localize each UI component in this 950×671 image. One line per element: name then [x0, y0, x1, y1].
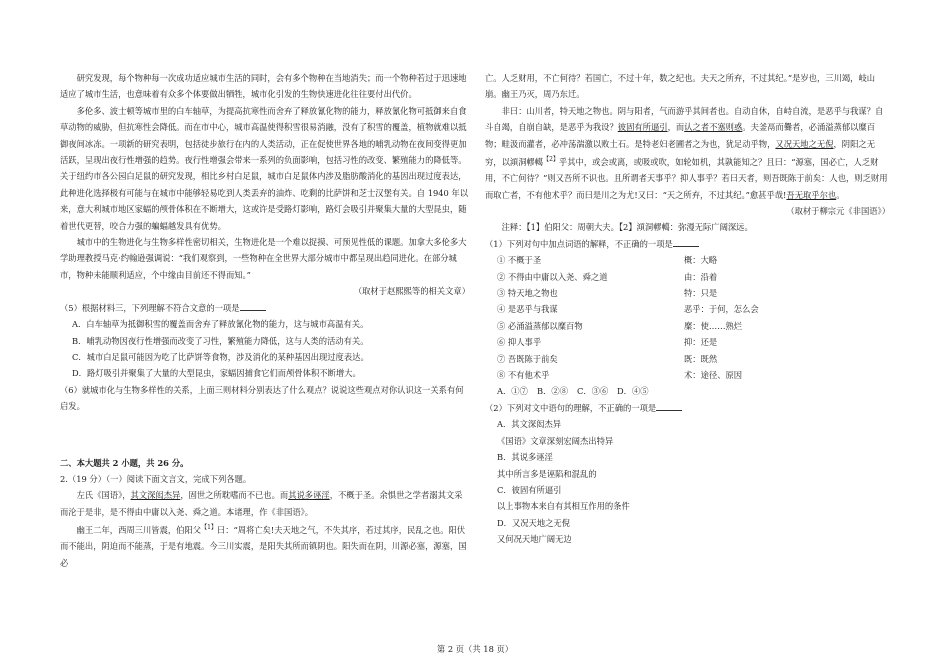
gloss-row: ⑥ 抑人事乎 抑：还是 — [497, 337, 718, 348]
left-column — [60, 70, 470, 571]
gloss-row: ⑤ 必涌溢蒸郁以糜百物 糜：使……熟烂 — [497, 320, 743, 331]
paragraph: 多伦多、波士顿等城市里的白车轴草，为提高抗寒性而舍弃了释放氰化物的能力，释放氰化物可抵御来自食草动物的威胁，但抗寒性会降低。而在市中心，城市高温使得积雪很易消融，没有了积雪的覆盖，植物就难以抵御夜间冰冻。一项新的研究表明，包括徒步旅行在内的人类活动，正在促使世界各地的哺乳动物在夜间变得更加活跃，呈现出夜行性增强的趋势。夜行性增强会带来一系列的负面影响，包括习性的改变、繁殖能力的降低等。关于纽约市各公园白足鼠的研究发现，相比乡村白足鼠，城市白足鼠体内涉及脂肪酸消化的基因出现过度表达，此种进化选择极有可能与在城市中能够轻易吃到人类丢弃的油炸、吃剩的比萨饼和芝士汉堡有关。自 1940 年以来，意大利城市地区家蝠的颅骨体积在不断增大，这或许是受路灯影响，路灯会吸引并聚集大量的大型昆虫，随着世代更替，咬合力强的蝙蝠越发具有优势。 — [60, 105, 469, 231]
gloss-row: ⑦ 吾既陈于前矣 既：既然 — [497, 353, 718, 364]
answer-options: A．①⑦ B．②⑧ C．③⑥ D．④⑤ — [497, 386, 649, 397]
q2-item: C．彼固有所逼引 — [497, 484, 562, 495]
q2-item: 其中所言多是诬陷和混乱的 — [497, 468, 597, 479]
gloss-row: ③ 特天地之物也 特：只是 — [497, 288, 718, 299]
question-2-title: 2.（19 分）（一）阅读下面文言文，完成下列各题。 — [60, 473, 252, 484]
option-b: B．哺乳动物因夜行性增强而改变了习性，繁殖能力降低，这与人类的活动有关。 — [72, 335, 369, 346]
answer-blank — [673, 237, 699, 247]
q2-item: 《国语》文章深刻宏阔杰出特异 — [497, 435, 614, 446]
option-a: A．白车轴草为抵御积雪的覆盖而舍弃了释放氰化物的能力，这与城市高温有关。 — [72, 319, 369, 330]
section-heading: 二、本大题共 2 小题，共 26 分。 — [60, 457, 189, 468]
classical-paragraph-1: 左氏《国语》，其文深闳杰异，固世之所耽嗜而不已也。而其说多诬淫，不概于圣。余惧世之学者溺其文采而沦于是非，是不得由中庸以入尧、舜之道。本诸理，作《非国语》。 — [60, 490, 463, 517]
gloss-row: ⑧ 不有他术乎 术：途径、原因 — [497, 370, 743, 381]
page-footer: 第 2 页（共 18 页） — [436, 644, 514, 654]
gloss-row: ② 不得由中庸以入尧、舜之道 由：沿着 — [497, 271, 718, 282]
question-2: （2）下列对文中语句的理解，不正确的一项是 — [485, 400, 890, 416]
q2-item: B．其说多诬淫 — [497, 452, 553, 463]
gloss-row: ① 不概于圣 概：大略 — [497, 255, 718, 266]
q2-item: 又何况天地广阔无边 — [497, 534, 572, 545]
answer-blank — [240, 301, 266, 311]
paragraph: 非曰：山川者，特天地之物也。阴与阳者，气而游乎其间者也。自动自休，自峙自流，是恶乎与我谋？自斗自竭，自崩自缺，是恶乎为我设？彼固有所逼引，而认之者不塞则惑。夫釜鬲而爨者，必涌溢蒸郁以糜百物；畦汲而灌者，必冲荡湍激以败土石。是特老妇老圃者之为也，犹足动乎物，又况天地之无倪，阴阳之无穷，以澒洞轇轕$^{【2】}$乎其中，或会或离，或吸或吹，如轮如机，其孰能知之？且曰：“源塞，国必亡，人乏财用，不亡何待？”则又吾所不识也。且所谓者天事乎？抑人事乎？若曰天者，则吾既陈于前矣：人也，则乏财用而取亡者，不有他术乎？而曰是川之为尤!又曰：“天之所弃，不过其纪。”愈甚乎哉!吾无取乎尔也。 — [485, 105, 888, 200]
paragraph: 亡。人乏财用，不亡何待？若国亡，不过十年，数之纪也。夫天之所弃，不过其纪。”是岁也，三川竭，岐山崩。幽王乃灭，周乃东迁。 — [485, 73, 876, 100]
source-note: （取材于赵熙熙等的相关文章） — [353, 286, 470, 297]
paragraph: 城市中的生物进化与生物多样性密切相关，生物进化是一个难以捉摸、可预见性低的课题。加拿大多伦多大学助理教授马克·约翰逊强调说：“我们观察到，一些物种在全世界大部分城市中都呈现出趋同进化。在部分城市，物种未能顺利适应，个中缘由目前还不得而知。” — [60, 237, 467, 280]
paragraph: 研究发现，每个物种每一次成功适应城市生活的同时，会有多个物种在当地消失；而一个物种若过于迅速地适应了城市生活，也意味着有众多个体要做出牺牲，城市化引发的生物快速进化往往要付出代价。 — [60, 73, 467, 100]
option-c: C．城市白足鼠可能因为吃了比萨饼等食物，涉及消化的某种基因出现过度表达。 — [72, 351, 369, 362]
question-6: （6）就城市化与生物多样性的关系，上面三则材料分别表达了什么观点？说说这些观点对你认识这一关系有何启发。 — [60, 384, 464, 412]
q2-item: D．又况天地之无倪 — [497, 517, 571, 528]
q2-item: A．其文深闳杰异 — [497, 419, 562, 430]
option-d: D．路灯吸引并聚集了大量的大型昆虫，家蝠因捕食它们而颅骨体积不断增大。 — [72, 368, 361, 379]
question-5: （5）根据材料三，下列理解不符合文意的一项是 — [60, 300, 470, 316]
question-1: （1）下列对句中加点词语的解释，不正确的一项是 — [485, 236, 890, 252]
answer-blank — [656, 401, 682, 411]
annotation-note: 注释：【1】伯阳父：周朝大夫。【2】澒洞轇轕：弥漫无际广阔深远。 — [501, 222, 753, 233]
classical-paragraph-2: 幽王二年，西周三川皆震，伯阳父$^{【1】}$曰：“周将亡矣!夫天地之气，不失其序，若过其序，民乱之也。阳伏而不能出，阴迫而不能蒸，于是有地震。今三川实震，是阳失其所而镇阴也。阳失而在阴，川源必塞，源塞，国必 — [60, 524, 467, 568]
gloss-row: ④ 是恶乎与我谋 恶乎：于何，怎么会 — [497, 304, 759, 315]
right-column — [485, 70, 890, 548]
q2-item: 以上事物本来自有其相互作用的条件 — [497, 501, 630, 512]
source-note: （取材于柳宗元《非国语》） — [786, 206, 890, 217]
